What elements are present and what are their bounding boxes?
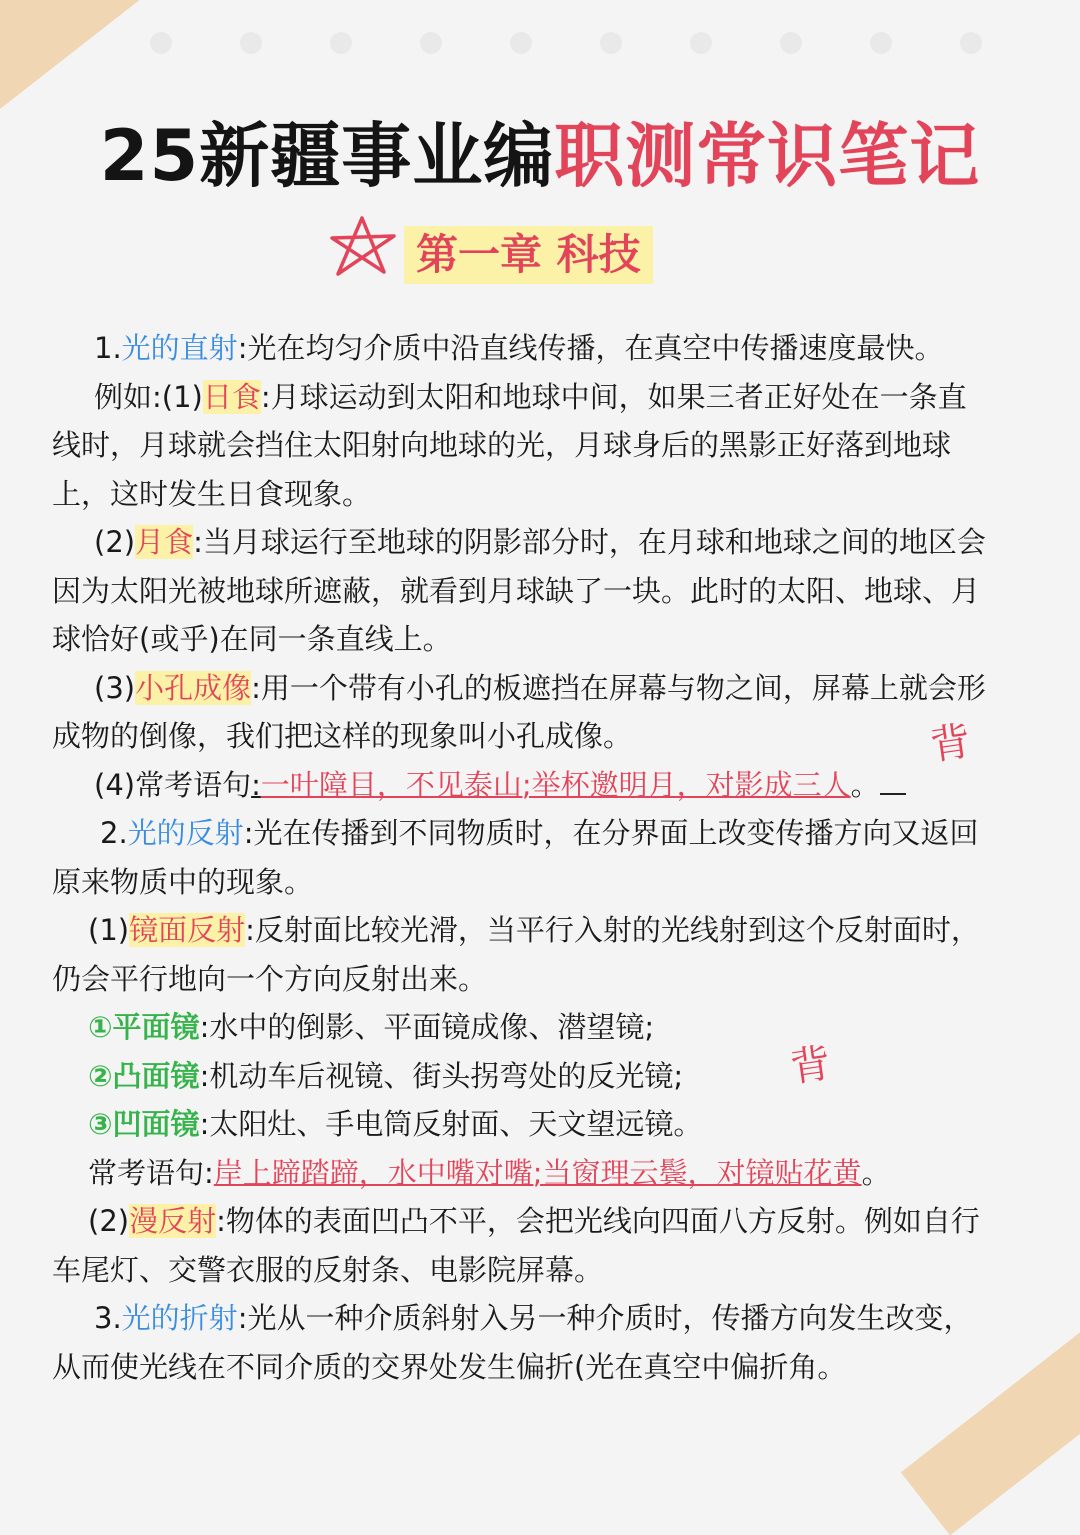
section-1-text: :光在均匀介质中沿直线传播，在真空中传播速度最快。 [237,331,944,365]
section-1-term: 光的直射 [121,331,238,365]
example-2-text: :当月球运行至地球的阴影部分时，在月球和地球之间的地区会 [193,525,986,559]
example-3-text: :用一个带有小孔的板遮挡在屏幕与物之间，屏幕上就会形 [251,670,986,705]
mirror-item-2-text: :机动车后视镜、街头拐弯处的反光镜; [199,1058,684,1093]
mirror-item-3-term: ③凹面镜 [88,1107,200,1141]
example-4-line [52,761,1042,810]
mirror-common-quote: 岸上蹄踏蹄，水中嘴对嘴;当窗理云鬓，对镜贴花黄 [213,1155,862,1190]
diffuse-prefix: (2) [88,1204,130,1238]
example-4-prefix: (4)常考语句 [94,767,252,802]
example-4-colon: : [251,767,261,802]
section-2-number: 2. [100,816,128,850]
mirror-common-label: 常考语句: [88,1155,214,1190]
example-1-line-2: 线时，月球就会挡住太阳射向地球的光，月球身后的黑影正好落到地球 [52,428,952,462]
section-3-line-1 [52,1294,1042,1343]
mirror-term: 镜面反射 [129,913,246,947]
example-2-prefix: (2) [94,525,136,559]
diffuse-term: 漫反射 [129,1204,217,1238]
section-2-text: :光在传播到不同物质时，在分界面上改变传播方向又返回 [243,816,979,850]
example-3-term: 小孔成像 [135,670,252,705]
example-2-line-3: 球恰好(或乎)在同一条直线上。 [52,622,452,656]
mirror-common-line [52,1149,1042,1198]
mirror-prefix: (1) [88,913,130,947]
mirror-item-1 [52,1003,1042,1052]
mirror-common-end: 。 [861,1155,891,1190]
example-1-text: :月球运动到太阳和地球中间，如果三者正好处在一条直 [260,379,967,414]
mirror-line-2: 仍会平行地向一个方向反射出来。 [52,961,488,996]
notes-body [52,324,1042,1391]
underline-tail [880,763,906,795]
mirror-item-2 [52,1052,1042,1101]
margin-note-2: 背 [787,1040,834,1092]
mirror-item-3 [52,1100,1042,1149]
example-1-line-1 [52,373,1042,422]
section-3-number: 3. [94,1301,122,1335]
example-1-line-3: 上，这时发生日食现象。 [52,476,372,511]
section-1-line [52,324,1042,373]
star-doodle-icon [326,214,398,280]
example-3-line-2: 成物的倒像，我们把这样的现象叫小孔成像。 [52,719,633,753]
example-2-line-2: 因为太阳光被地球所遮蔽，就看到月球缺了一块。此时的太阳、地球、月 [52,573,981,608]
section-3-term: 光的折射 [121,1301,238,1335]
page-title [0,100,1080,201]
example-3-prefix: (3) [94,670,136,705]
example-1-prefix: 例如:(1) [94,379,203,414]
example-3-line-1 [52,664,1042,713]
mirror-line-1 [52,906,1042,955]
margin-note-1: 背 [927,718,974,770]
section-2-term: 光的反射 [127,816,244,850]
title-part2: 职测常识笔记 [554,115,981,197]
section-3-line-2: 从而使光线在不同介质的交界处发生偏折(光在真空中偏折角。 [52,1349,847,1384]
diffuse-text: :物体的表面凹凸不平，会把光线向四面八方反射。例如自行 [216,1204,980,1238]
diffuse-line-2: 车尾灯、交警衣服的反射条、电影院屏幕。 [52,1252,604,1287]
chapter-heading: 第一章 科技 [404,226,653,284]
section-2-line-1 [52,809,1042,858]
example-2-line-1 [52,518,1042,567]
example-4-end: 。 [850,767,880,802]
mirror-text: :反射面比较光滑，当平行入射的光线射到这个反射面时， [245,913,980,947]
example-4-quote: 一叶障目，不见泰山;举杯邀明月，对影成三人 [260,767,851,802]
mirror-item-3-text: :太阳灶、手电筒反射面、天文望远镜。 [199,1107,703,1141]
background-dots [150,32,1050,62]
section-1-number: 1. [94,331,122,365]
section-3-text: :光从一种介质斜射入另一种介质时，传播方向发生改变， [237,1301,973,1335]
mirror-item-1-term: ①平面镜 [88,1010,200,1044]
title-part1: 25新疆事业编 [99,115,555,197]
mirror-item-2-term: ②凸面镜 [88,1058,200,1093]
example-1-term: 日食 [202,379,261,414]
diffuse-line-1 [52,1197,1042,1246]
section-2-line-2: 原来物质中的现象。 [52,864,314,899]
example-2-term: 月食 [135,525,194,559]
mirror-item-1-text: :水中的倒影、平面镜成像、潜望镜; [199,1010,655,1044]
